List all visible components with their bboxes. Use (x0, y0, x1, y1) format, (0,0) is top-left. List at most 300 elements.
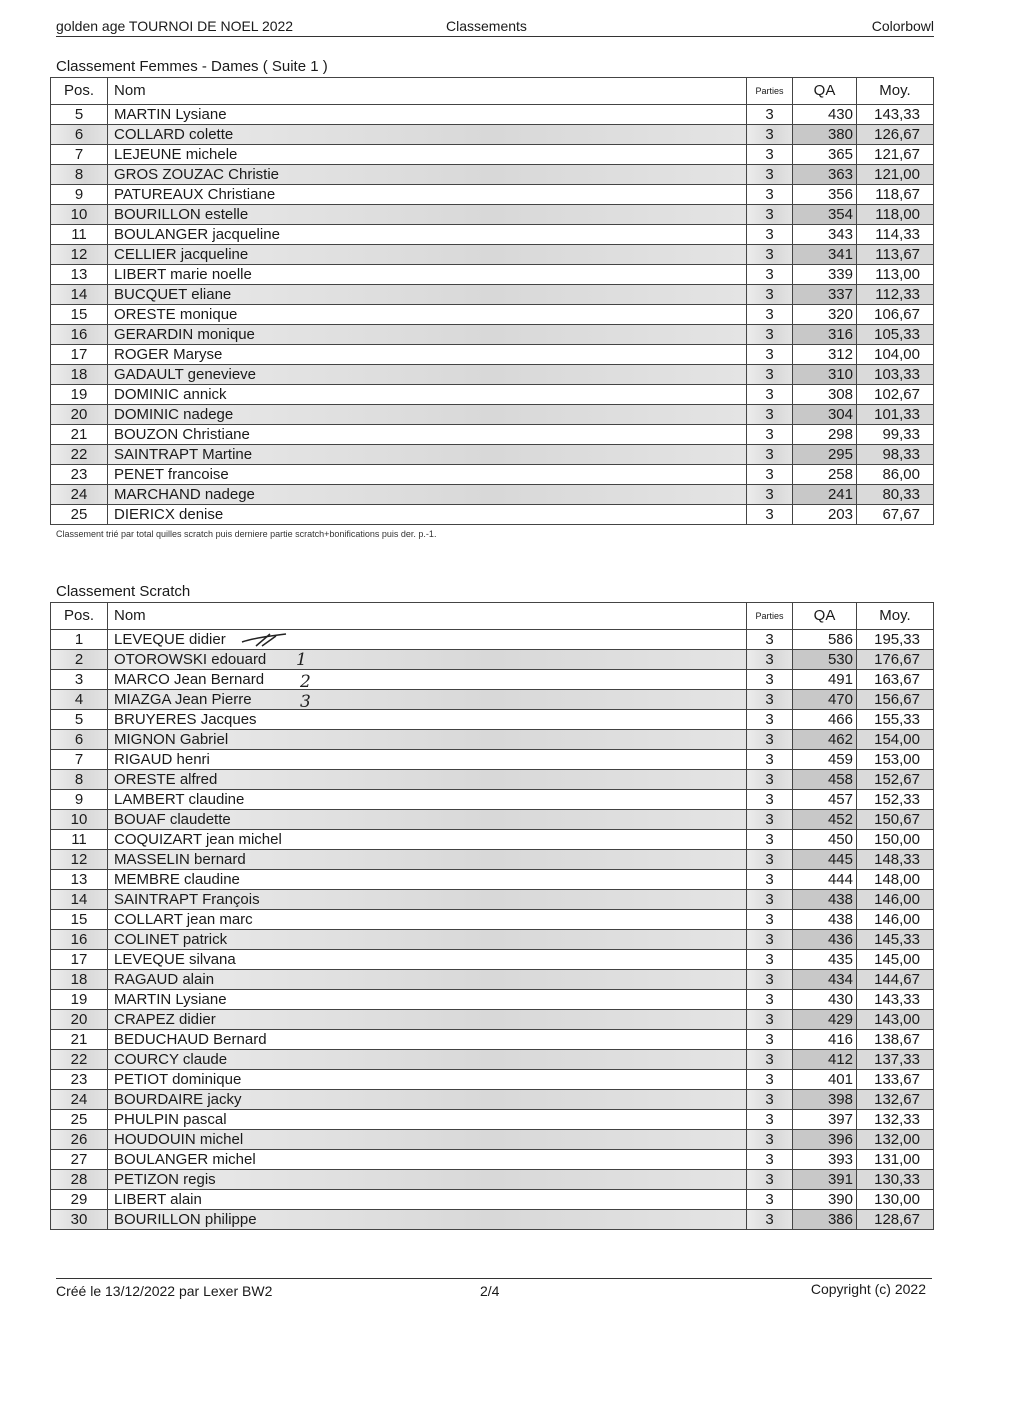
parties-cell: 3 (747, 345, 793, 365)
parties-cell: 3 (747, 950, 793, 970)
pos-cell: 20 (51, 405, 108, 425)
moy-cell: 118,67 (857, 185, 934, 205)
parties-cell: 3 (747, 790, 793, 810)
moy-cell: 101,33 (857, 405, 934, 425)
parties-cell: 3 (747, 385, 793, 405)
qa-cell: 430 (793, 990, 857, 1010)
moy-cell: 80,33 (857, 485, 934, 505)
name-cell: GADAULT genevieve (108, 365, 747, 385)
qa-cell: 241 (793, 485, 857, 505)
name-cell: BOURILLON philippe (108, 1210, 747, 1230)
name-cell: PENET francoise (108, 465, 747, 485)
moy-cell: 126,67 (857, 125, 934, 145)
moy-cell: 128,67 (857, 1210, 934, 1230)
pos-cell: 6 (51, 125, 108, 145)
qa-cell: 386 (793, 1210, 857, 1230)
parties-cell: 3 (747, 185, 793, 205)
pos-cell: 24 (51, 485, 108, 505)
name-cell: CELLIER jacqueline (108, 245, 747, 265)
name-cell: COLLARD colette (108, 125, 747, 145)
moy-cell: 103,33 (857, 365, 934, 385)
qa-cell: 458 (793, 770, 857, 790)
qa-cell: 416 (793, 1030, 857, 1050)
pos-cell: 12 (51, 245, 108, 265)
parties-cell: 3 (747, 1050, 793, 1070)
page-number: 2/4 (480, 1283, 500, 1299)
qa-cell: 354 (793, 205, 857, 225)
moy-cell: 132,33 (857, 1110, 934, 1130)
parties-cell: 3 (747, 465, 793, 485)
sort-note: Classement trié par total quilles scratch puis derniere partie scratch+bonifications puis der. p.-1. (56, 529, 437, 539)
table-row (51, 385, 934, 405)
table-row (51, 305, 934, 325)
moy-cell: 121,00 (857, 165, 934, 185)
moy-cell: 137,33 (857, 1050, 934, 1070)
qa-cell: 391 (793, 1170, 857, 1190)
name-cell: LEVEQUE silvana (108, 950, 747, 970)
pos-cell: 9 (51, 790, 108, 810)
table-row (51, 1210, 934, 1230)
table-row (51, 990, 934, 1010)
parties-cell: 3 (747, 630, 793, 650)
femmes-table-header (51, 78, 934, 105)
moy-cell: 130,33 (857, 1170, 934, 1190)
table-row (51, 670, 934, 690)
name-cell: COLINET patrick (108, 930, 747, 950)
pos-cell: 19 (51, 385, 108, 405)
table-row (51, 505, 934, 525)
parties-cell: 3 (747, 505, 793, 525)
page-header (56, 16, 934, 37)
moy-cell: 195,33 (857, 630, 934, 650)
name-cell: HOUDOUIN michel (108, 1130, 747, 1150)
parties-cell: 3 (747, 670, 793, 690)
scratch-table-header (51, 603, 934, 630)
parties-cell: 3 (747, 285, 793, 305)
name-cell: MASSELIN bernard (108, 850, 747, 870)
qa-cell: 491 (793, 670, 857, 690)
table-row (51, 1130, 934, 1150)
pos-cell: 20 (51, 1010, 108, 1030)
qa-cell: 586 (793, 630, 857, 650)
parties-cell: 3 (747, 485, 793, 505)
name-cell: BOUAF claudette (108, 810, 747, 830)
pos-cell: 30 (51, 1210, 108, 1230)
qa-cell: 365 (793, 145, 857, 165)
table-row (51, 950, 934, 970)
pos-cell: 6 (51, 730, 108, 750)
name-cell: PATUREAUX Christiane (108, 185, 747, 205)
moy-cell: 121,67 (857, 145, 934, 165)
moy-cell: 150,67 (857, 810, 934, 830)
pos-cell: 14 (51, 285, 108, 305)
name-cell: COURCY claude (108, 1050, 747, 1070)
qa-cell: 203 (793, 505, 857, 525)
pos-cell: 23 (51, 465, 108, 485)
pos-cell: 18 (51, 365, 108, 385)
moy-cell: 105,33 (857, 325, 934, 345)
name-cell: BOUZON Christiane (108, 425, 747, 445)
moy-cell: 138,67 (857, 1030, 934, 1050)
name-cell: ORESTE alfred (108, 770, 747, 790)
name-cell: DIERICX denise (108, 505, 747, 525)
qa-cell: 312 (793, 345, 857, 365)
name-cell: CRAPEZ didier (108, 1010, 747, 1030)
qa-cell: 445 (793, 850, 857, 870)
parties-cell: 3 (747, 1010, 793, 1030)
tournament-title: golden age TOURNOI DE NOEL 2022 (56, 18, 294, 34)
qa-cell: 412 (793, 1050, 857, 1070)
parties-cell: 3 (747, 1070, 793, 1090)
qa-cell: 380 (793, 125, 857, 145)
name-cell: MARCHAND nadege (108, 485, 747, 505)
name-cell: BOURDAIRE jacky (108, 1090, 747, 1110)
table-row (51, 750, 934, 770)
parties-cell: 3 (747, 365, 793, 385)
handwritten-rank-3: 3 (300, 692, 311, 712)
pos-cell: 28 (51, 1170, 108, 1190)
parties-cell: 3 (747, 205, 793, 225)
moy-cell: 146,00 (857, 890, 934, 910)
table-row (51, 1030, 934, 1050)
pos-cell: 25 (51, 505, 108, 525)
pos-cell: 21 (51, 1030, 108, 1050)
parties-cell: 3 (747, 870, 793, 890)
parties-cell: 3 (747, 225, 793, 245)
table-row (51, 1010, 934, 1030)
table-row (51, 870, 934, 890)
qa-cell: 434 (793, 970, 857, 990)
qa-cell: 339 (793, 265, 857, 285)
name-cell: GROS ZOUZAC Christie (108, 165, 747, 185)
table-row (51, 145, 934, 165)
qa-cell: 462 (793, 730, 857, 750)
col-qa-header: QA (793, 603, 857, 630)
table-row (51, 930, 934, 950)
parties-cell: 3 (747, 910, 793, 930)
qa-cell: 450 (793, 830, 857, 850)
moy-cell: 132,00 (857, 1130, 934, 1150)
qa-cell: 452 (793, 810, 857, 830)
pos-cell: 8 (51, 770, 108, 790)
copyright: Copyright (c) 2022 (810, 1281, 926, 1297)
table-row (51, 345, 934, 365)
pos-cell: 11 (51, 225, 108, 245)
qa-cell: 470 (793, 690, 857, 710)
name-cell: PETIZON regis (108, 1170, 747, 1190)
moy-cell: 113,00 (857, 265, 934, 285)
table-row (51, 730, 934, 750)
name-cell: OTOROWSKI edouard (108, 650, 747, 670)
table-row (51, 465, 934, 485)
parties-cell: 3 (747, 425, 793, 445)
moy-cell: 163,67 (857, 670, 934, 690)
table-row (51, 810, 934, 830)
moy-cell: 144,67 (857, 970, 934, 990)
parties-cell: 3 (747, 930, 793, 950)
name-cell: DOMINIC annick (108, 385, 747, 405)
qa-cell: 343 (793, 225, 857, 245)
scratch-section-title: Classement Scratch (56, 583, 191, 600)
moy-cell: 145,00 (857, 950, 934, 970)
col-moy-header: Moy. (857, 603, 934, 630)
table-row (51, 1050, 934, 1070)
moy-cell: 156,67 (857, 690, 934, 710)
moy-cell: 67,67 (857, 505, 934, 525)
moy-cell: 153,00 (857, 750, 934, 770)
table-row (51, 105, 934, 125)
parties-cell: 3 (747, 1150, 793, 1170)
name-cell: LAMBERT claudine (108, 790, 747, 810)
pos-cell: 22 (51, 1050, 108, 1070)
table-row (51, 1190, 934, 1210)
table-row (51, 445, 934, 465)
moy-cell: 146,00 (857, 910, 934, 930)
pos-cell: 17 (51, 345, 108, 365)
pos-cell: 23 (51, 1070, 108, 1090)
moy-cell: 152,67 (857, 770, 934, 790)
parties-cell: 3 (747, 730, 793, 750)
parties-cell: 3 (747, 325, 793, 345)
col-pos-header: Pos. (51, 78, 108, 105)
moy-cell: 102,67 (857, 385, 934, 405)
qa-cell: 466 (793, 710, 857, 730)
qa-cell: 295 (793, 445, 857, 465)
created-info: Créé le 13/12/2022 par Lexer BW2 (56, 1283, 273, 1299)
qa-cell: 341 (793, 245, 857, 265)
pos-cell: 10 (51, 810, 108, 830)
table-row (51, 650, 934, 670)
parties-cell: 3 (747, 890, 793, 910)
table-row (51, 690, 934, 710)
scratch-table (50, 602, 934, 1230)
table-row (51, 1150, 934, 1170)
pos-cell: 11 (51, 830, 108, 850)
qa-cell: 401 (793, 1070, 857, 1090)
moy-cell: 143,33 (857, 990, 934, 1010)
table-row (51, 630, 934, 650)
moy-cell: 113,67 (857, 245, 934, 265)
name-cell: PHULPIN pascal (108, 1110, 747, 1130)
moy-cell: 130,00 (857, 1190, 934, 1210)
col-nom-header: Nom (108, 78, 747, 105)
qa-cell: 438 (793, 890, 857, 910)
qa-cell: 316 (793, 325, 857, 345)
pos-cell: 27 (51, 1150, 108, 1170)
table-row (51, 125, 934, 145)
moy-cell: 143,33 (857, 105, 934, 125)
parties-cell: 3 (747, 710, 793, 730)
name-cell: ORESTE monique (108, 305, 747, 325)
qa-cell: 393 (793, 1150, 857, 1170)
table-row (51, 830, 934, 850)
name-cell: BEDUCHAUD Bernard (108, 1030, 747, 1050)
moy-cell: 98,33 (857, 445, 934, 465)
moy-cell: 106,67 (857, 305, 934, 325)
parties-cell: 3 (747, 1190, 793, 1210)
moy-cell: 114,33 (857, 225, 934, 245)
qa-cell: 258 (793, 465, 857, 485)
name-cell: SAINTRAPT François (108, 890, 747, 910)
moy-cell: 132,67 (857, 1090, 934, 1110)
name-cell: LIBERT alain (108, 1190, 747, 1210)
femmes-table (50, 77, 934, 525)
moy-cell: 150,00 (857, 830, 934, 850)
parties-cell: 3 (747, 1090, 793, 1110)
parties-cell: 3 (747, 650, 793, 670)
pos-cell: 26 (51, 1130, 108, 1150)
qa-cell: 308 (793, 385, 857, 405)
qa-cell: 398 (793, 1090, 857, 1110)
table-row (51, 770, 934, 790)
parties-cell: 3 (747, 245, 793, 265)
parties-cell: 3 (747, 810, 793, 830)
qa-cell: 304 (793, 405, 857, 425)
name-cell: MARCO Jean Bernard (108, 670, 747, 690)
name-cell: MIGNON Gabriel (108, 730, 747, 750)
parties-cell: 3 (747, 970, 793, 990)
pos-cell: 15 (51, 305, 108, 325)
moy-cell: 131,00 (857, 1150, 934, 1170)
qa-cell: 320 (793, 305, 857, 325)
pos-cell: 13 (51, 265, 108, 285)
parties-cell: 3 (747, 1030, 793, 1050)
qa-cell: 298 (793, 425, 857, 445)
parties-cell: 3 (747, 145, 793, 165)
moy-cell: 133,67 (857, 1070, 934, 1090)
qa-cell: 436 (793, 930, 857, 950)
qa-cell: 438 (793, 910, 857, 930)
name-cell: GERARDIN monique (108, 325, 747, 345)
table-row (51, 245, 934, 265)
table-row (51, 205, 934, 225)
qa-cell: 337 (793, 285, 857, 305)
moy-cell: 143,00 (857, 1010, 934, 1030)
handwritten-strike-mark (240, 630, 292, 650)
pos-cell: 14 (51, 890, 108, 910)
table-row (51, 185, 934, 205)
page-section-title: Classements (446, 18, 527, 34)
qa-cell: 435 (793, 950, 857, 970)
name-cell: LEJEUNE michele (108, 145, 747, 165)
moy-cell: 176,67 (857, 650, 934, 670)
qa-cell: 356 (793, 185, 857, 205)
table-row (51, 485, 934, 505)
table-row (51, 910, 934, 930)
moy-cell: 112,33 (857, 285, 934, 305)
moy-cell: 86,00 (857, 465, 934, 485)
pos-cell: 19 (51, 990, 108, 1010)
moy-cell: 155,33 (857, 710, 934, 730)
name-cell: LIBERT marie noelle (108, 265, 747, 285)
name-cell: RAGAUD alain (108, 970, 747, 990)
pos-cell: 5 (51, 710, 108, 730)
pos-cell: 5 (51, 105, 108, 125)
name-cell: BOURILLON estelle (108, 205, 747, 225)
pos-cell: 7 (51, 145, 108, 165)
table-row (51, 1070, 934, 1090)
col-nom-header: Nom (108, 603, 747, 630)
qa-cell: 444 (793, 870, 857, 890)
name-cell: LEVEQUE didier (108, 630, 747, 650)
moy-cell: 154,00 (857, 730, 934, 750)
qa-cell: 363 (793, 165, 857, 185)
name-cell: MEMBRE claudine (108, 870, 747, 890)
name-cell: COQUIZART jean michel (108, 830, 747, 850)
pos-cell: 1 (51, 630, 108, 650)
name-cell: MARTIN Lysiane (108, 105, 747, 125)
parties-cell: 3 (747, 830, 793, 850)
name-cell: ROGER Maryse (108, 345, 747, 365)
qa-cell: 429 (793, 1010, 857, 1030)
parties-cell: 3 (747, 165, 793, 185)
table-row (51, 425, 934, 445)
table-row (51, 1110, 934, 1130)
pos-cell: 16 (51, 930, 108, 950)
name-cell: BRUYERES Jacques (108, 710, 747, 730)
pos-cell: 9 (51, 185, 108, 205)
name-cell: MIAZGA Jean Pierre (108, 690, 747, 710)
table-row (51, 405, 934, 425)
qa-cell: 396 (793, 1130, 857, 1150)
table-row (51, 225, 934, 245)
name-cell: COLLART jean marc (108, 910, 747, 930)
table-row (51, 1170, 934, 1190)
table-row (51, 265, 934, 285)
table-row (51, 365, 934, 385)
pos-cell: 22 (51, 445, 108, 465)
name-cell: RIGAUD henri (108, 750, 747, 770)
col-qa-header: QA (793, 78, 857, 105)
parties-cell: 3 (747, 125, 793, 145)
parties-cell: 3 (747, 770, 793, 790)
parties-cell: 3 (747, 990, 793, 1010)
col-pos-header: Pos. (51, 603, 108, 630)
parties-cell: 3 (747, 305, 793, 325)
qa-cell: 430 (793, 105, 857, 125)
name-cell: PETIOT dominique (108, 1070, 747, 1090)
table-row (51, 165, 934, 185)
qa-cell: 530 (793, 650, 857, 670)
parties-cell: 3 (747, 1110, 793, 1130)
parties-cell: 3 (747, 1170, 793, 1190)
moy-cell: 152,33 (857, 790, 934, 810)
name-cell: BOULANGER michel (108, 1150, 747, 1170)
moy-cell: 145,33 (857, 930, 934, 950)
venue-name: Colorbowl (871, 18, 934, 34)
qa-cell: 397 (793, 1110, 857, 1130)
pos-cell: 21 (51, 425, 108, 445)
name-cell: BUCQUET eliane (108, 285, 747, 305)
parties-cell: 3 (747, 1130, 793, 1150)
pos-cell: 8 (51, 165, 108, 185)
table-row (51, 285, 934, 305)
handwritten-rank-2: 2 (300, 672, 311, 692)
table-row (51, 850, 934, 870)
qa-cell: 457 (793, 790, 857, 810)
pos-cell: 12 (51, 850, 108, 870)
pos-cell: 24 (51, 1090, 108, 1110)
parties-cell: 3 (747, 265, 793, 285)
pos-cell: 7 (51, 750, 108, 770)
page-footer (56, 1278, 932, 1301)
table-row (51, 325, 934, 345)
table-row (51, 890, 934, 910)
col-parties-header: Parties (747, 603, 793, 630)
qa-cell: 459 (793, 750, 857, 770)
pos-cell: 17 (51, 950, 108, 970)
qa-cell: 390 (793, 1190, 857, 1210)
